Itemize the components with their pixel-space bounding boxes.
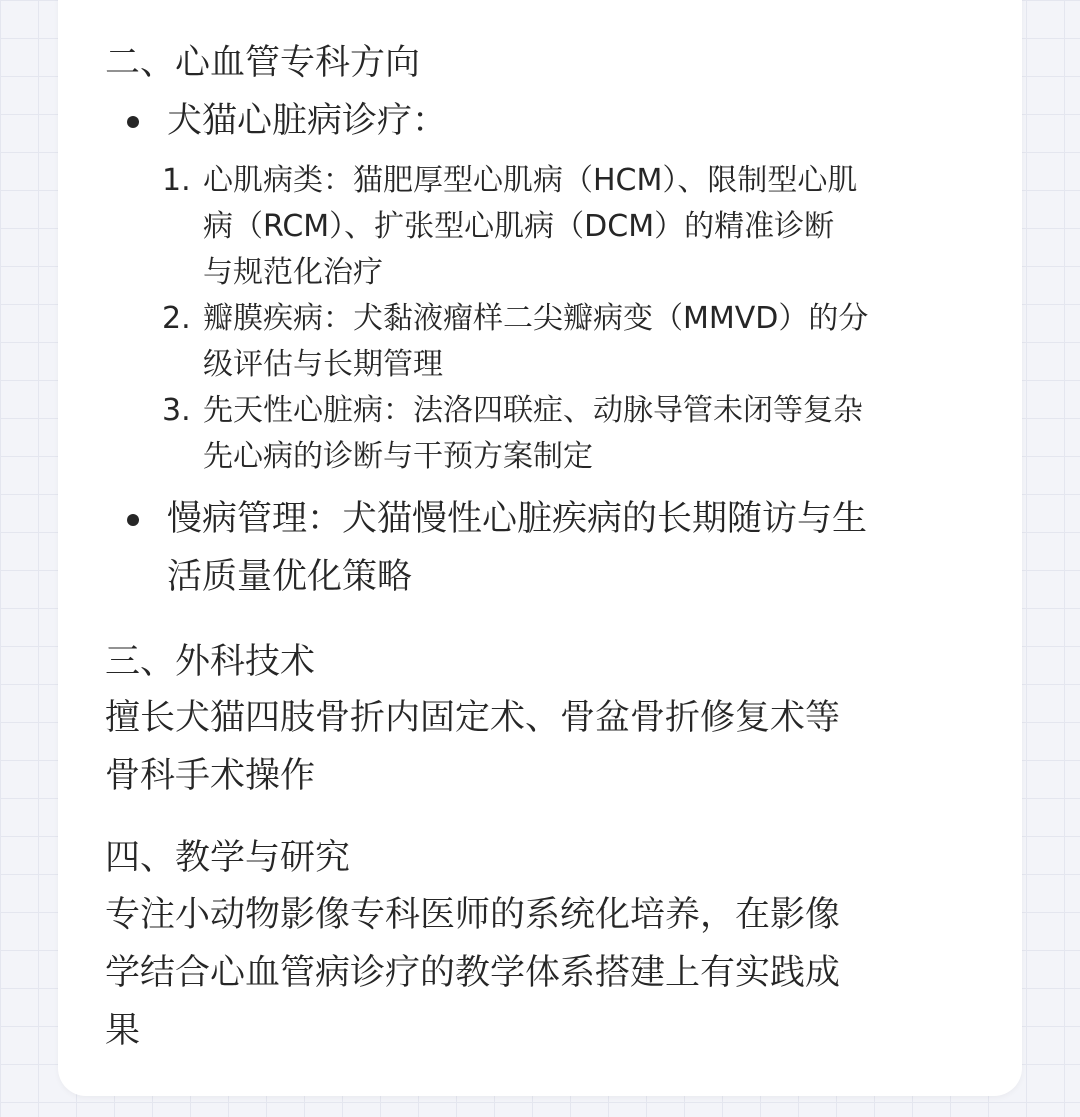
bullet-dot bbox=[127, 116, 139, 128]
paragraph-line: 学结合心血管病诊疗的教学体系搭建上有实践成 bbox=[105, 953, 841, 993]
item-line: 级评估与长期管理 bbox=[203, 347, 443, 382]
item-number: 3. bbox=[162, 393, 191, 428]
paragraph-line: 果 bbox=[105, 1011, 141, 1051]
item-line: 与规范化治疗 bbox=[203, 255, 383, 290]
item-line: 先心病的诊断与干预方案制定 bbox=[203, 439, 593, 474]
paragraph-line: 专注小动物影像专科医师的系统化培养，在影像 bbox=[105, 895, 841, 935]
bullet-text: 活质量优化策略 bbox=[167, 557, 413, 597]
item-line: 心肌病类：猫肥厚型心肌病（HCM）、限制型心肌 bbox=[203, 163, 858, 198]
item-line: 病（RCM）、扩张型心肌病（DCM）的精准诊断 bbox=[203, 209, 835, 244]
section-title-surgery: 三、外科技术 bbox=[105, 642, 316, 682]
item-number: 2. bbox=[162, 301, 191, 336]
bullet-dot bbox=[127, 514, 139, 526]
item-line: 先天性心脏病：法洛四联症、动脉导管未闭等复杂 bbox=[203, 393, 863, 428]
section-title-cardio: 二、心血管专科方向 bbox=[105, 43, 421, 83]
paragraph-line: 骨科手术操作 bbox=[105, 756, 316, 796]
paragraph-line: 擅长犬猫四肢骨折内固定术、骨盆骨折修复术等 bbox=[105, 698, 841, 738]
bullet-text: 慢病管理：犬猫慢性心脏疾病的长期随访与生 bbox=[167, 499, 868, 539]
surgery-paragraph bbox=[105, 689, 840, 805]
bullet-text: 犬猫心脏病诊疗： bbox=[167, 101, 448, 141]
item-number: 1. bbox=[162, 163, 191, 198]
section-title-teaching: 四、教学与研究 bbox=[105, 838, 351, 878]
item-line: 瓣膜疾病：犬黏液瘤样二尖瓣病变（MMVD）的分 bbox=[203, 301, 869, 336]
teaching-paragraph bbox=[105, 886, 840, 1060]
